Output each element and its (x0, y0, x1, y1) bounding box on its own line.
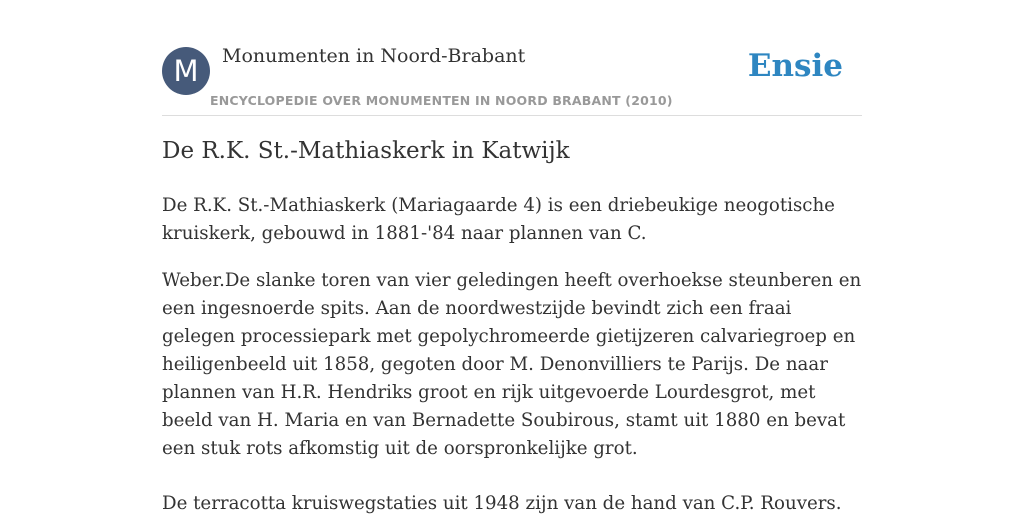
source-avatar[interactable]: M (162, 47, 210, 95)
article-paragraph-2: Weber.De slanke toren van vier geledingen heeft overhoekse steunberen en een ingesnoerde spits. Aan de noordwestzijde bevindt zich een fraai gelegen processiepark met gepolychromeerde gietijzeren calvariegroep en heiligenbeeld uit 1858, gegoten door M. Denonvilliers te Parijs. De naar plannen van H.R. Hendriks groot en rijk uitgevoerde Lourdesgrot, met beeld van H. Maria en van Bernadette Soubirous, stamt uit 1880 en bevat een stuk rots afkomstig uit de oorspronkelijke grot. (162, 270, 862, 459)
source-subtitle: ENCYCLOPEDIE OVER MONUMENTEN IN NOORD BRABANT (2010) (210, 93, 673, 108)
article-paragraph-3: De terracotta kruiswegstaties uit 1948 zijn van de hand van C.P. Rouvers. (162, 493, 842, 514)
source-header (162, 0, 862, 116)
ensie-logo[interactable]: Ensie (747, 48, 843, 84)
page-container (162, 0, 862, 514)
article-paragraph-1: De R.K. St.-Mathiaskerk (Mariagaarde 4) is een driebeukige neogotische kruiskerk, gebouwd in 1881-'84 naar plannen van C. (162, 195, 835, 244)
source-title[interactable]: Monumenten in Noord-Brabant (222, 45, 526, 67)
article-title: De R.K. St.-Mathiaskerk in Katwijk (162, 138, 570, 164)
